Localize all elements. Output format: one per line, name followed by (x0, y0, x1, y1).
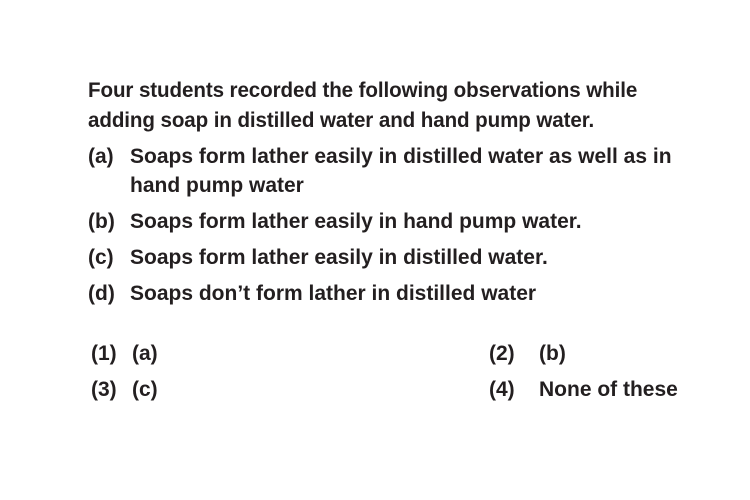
statement-label: (a) (88, 145, 114, 168)
option-text: None of these (539, 378, 678, 401)
statement-text: Soaps don’t form lather in distilled water (130, 282, 537, 305)
question-stem: Four students recorded the following observations while adding soap in distilled water and hand pump water. (88, 79, 638, 132)
statement-list (88, 142, 688, 308)
option-number: (3) (91, 378, 117, 401)
option-number: (1) (91, 342, 117, 365)
statement-label: (b) (88, 210, 115, 233)
statement-text: Soaps form lather easily in distilled water. (130, 246, 548, 269)
option-text: (a) (132, 342, 158, 365)
statement-a (88, 142, 688, 200)
answer-options (91, 339, 691, 419)
answer-option-3[interactable] (91, 375, 158, 404)
answer-option-4[interactable] (489, 375, 678, 404)
statement-d (88, 279, 688, 308)
statement-label: (c) (88, 246, 114, 269)
option-number: (4) (489, 378, 515, 401)
question-block (88, 76, 688, 315)
statement-text: Soaps form lather easily in distilled water as well as in hand pump water (130, 145, 672, 197)
answer-option-1[interactable] (91, 339, 158, 368)
option-text: (c) (132, 378, 158, 401)
answer-option-2[interactable] (489, 339, 566, 368)
option-text: (b) (539, 342, 566, 365)
statement-b (88, 207, 688, 236)
option-number: (2) (489, 342, 515, 365)
statement-label: (d) (88, 282, 115, 305)
statement-c (88, 243, 688, 272)
statement-text: Soaps form lather easily in hand pump water. (130, 210, 582, 233)
